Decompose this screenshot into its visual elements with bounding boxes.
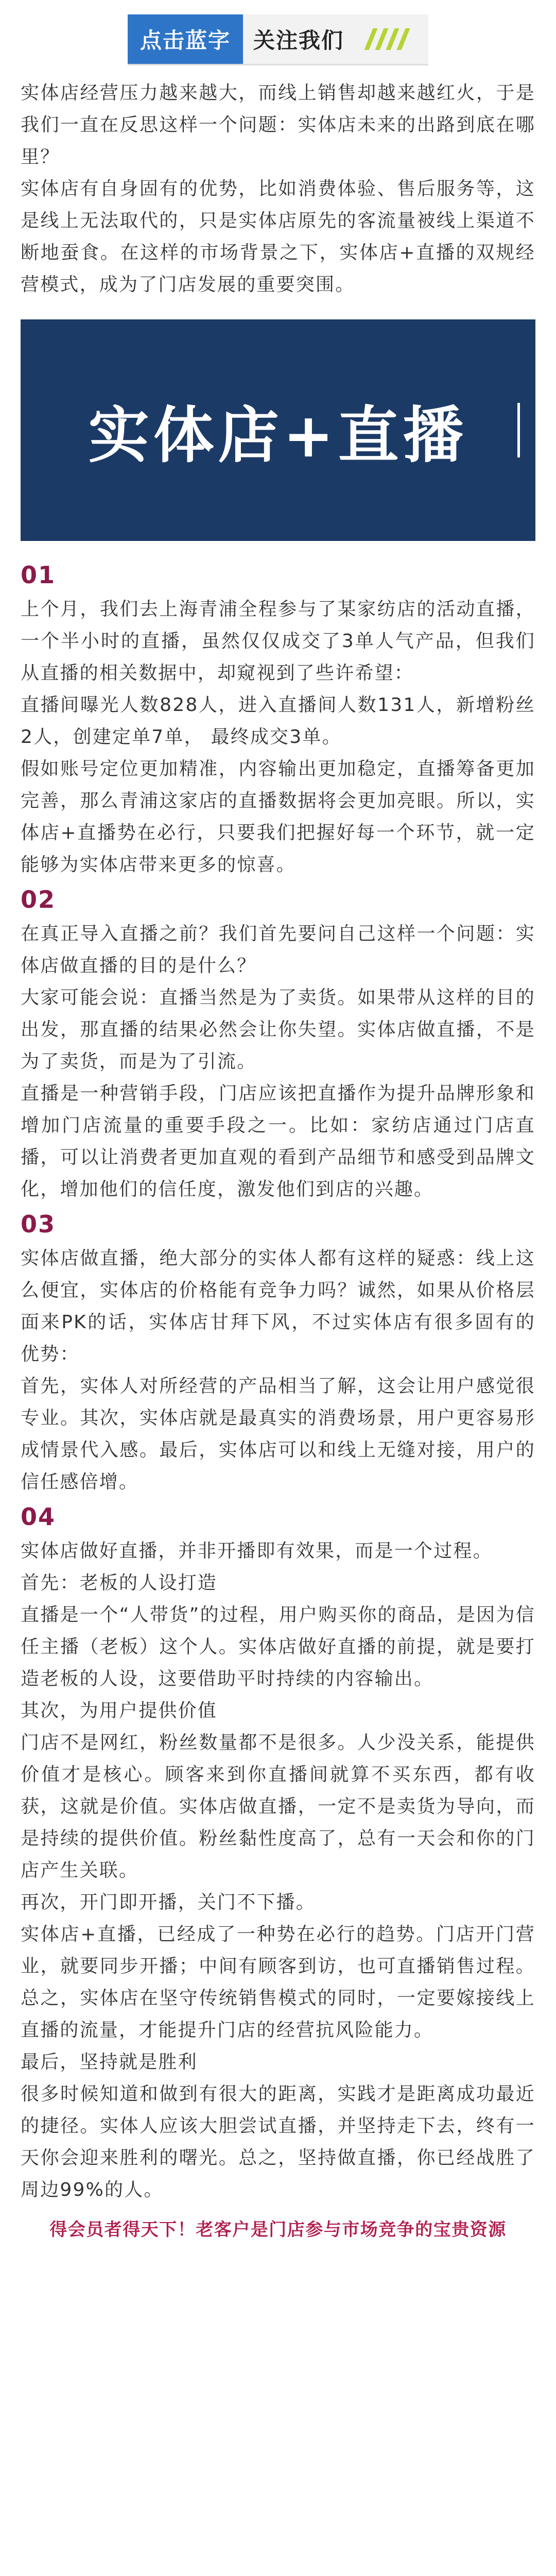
click-blue-text-label[interactable]: 点击蓝字 [128, 14, 243, 64]
section-heading-01: 01 [21, 561, 56, 589]
subheading-paragraph: 最后，坚持就是胜利 [21, 2052, 198, 2073]
follow-us-text: 关注我们 [253, 28, 344, 53]
section-paragraph: 实体店做直播，绝大部分的实体人都有这样的疑惑：线上这么便宜，实体店的价格能有竞争力吗？诚然，如果从价格层面来PK的话，实体店甘拜下风，不过实体店有很多固有的优势： [21, 1248, 535, 1365]
intro-paragraph: 实体店经营压力越来越大，而线上销售却越来越红火，于是我们一直在反思这样一个问题：实体店未来的出路到底在哪里？ [21, 82, 535, 167]
hero-banner-image [21, 319, 535, 541]
footer-slogan: 得会员者得天下！老客户是门店参与市场竞争的宝贵资源 [49, 2219, 507, 2240]
section-paragraph: 门店不是网红，粉丝数量都不是很多。人少没关系，能提供价值才是核心。顾客来到你直播间就算不买东西，都有收获，这就是价值。实体店做直播，一定不是卖货为导向，而是持续的提供价值。粉丝黏性度高了，总有一天会和你的门店产生关联。 [21, 1732, 535, 1881]
section-paragraph: 大家可能会说：直播当然是为了卖货。如果带从这样的目的出发，那直播的结果必然会让你失望。实体店做直播，不是为了卖货，而是为了引流。 [21, 987, 535, 1072]
section-paragraph: 直播间曝光人数828人，进入直播间人数131人，新增粉丝2人，创建定单7单， 最终成交3单。 [21, 694, 535, 748]
section-paragraph: 实体店做好直播，并非开播即有效果，而是一个过程。 [21, 1540, 493, 1562]
stripes-decoration-icon [369, 28, 406, 50]
cursor-bar-icon [517, 403, 520, 457]
banner-divider [128, 64, 428, 65]
follow-banner[interactable] [128, 14, 428, 64]
follow-us-label [243, 14, 428, 64]
section-paragraph: 首先，实体人对所经营的产品相当了解，这会让用户感觉很专业。其次，实体店就是最真实的消费场景，用户更容易形成情景代入感。最后，实体店可以和线上无缝对接，用户的信任感倍增。 [21, 1376, 535, 1493]
section-heading-04: 04 [21, 1503, 56, 1531]
subheading-paragraph: 其次，为用户提供价值 [21, 1700, 218, 1721]
intro-paragraph: 实体店有自身固有的优势，比如消费体验、售后服务等，这是线上无法取代的，只是实体店原先的客流量被线上渠道不断地蚕食。在这样的市场背景之下，实体店+直播的双规经营模式，成为了门店发展的重要突围。 [21, 178, 535, 295]
section-paragraph: 很多时候知道和做到有很大的距离，实践才是距离成功最近的捷径。实体人应该大胆尝试直播，并坚持走下去，终有一天你会迎来胜利的曙光。总之，坚持做直播，你已经战胜了周边99%的人。 [21, 2083, 535, 2200]
section-paragraph: 直播是一个“人带货”的过程，用户购买你的商品，是因为信任主播（老板）这个人。实体店做好直播的前提，就是要打造老板的人设，这要借助平时持续的内容输出。 [21, 1604, 535, 1689]
section-heading-03: 03 [21, 1210, 56, 1238]
subheading-paragraph: 首先：老板的人设打造 [21, 1572, 218, 1594]
article-body [21, 77, 535, 2244]
section-paragraph: 实体店+直播，已经成了一种势在必行的趋势。门店开门营业，就要同步开播；中间有顾客到访，也可直播销售过程。总之，实体店在坚守传统销售模式的同时，一定要嫁接线上直播的流量，才能提升门店的经营抗风险能力。 [21, 1924, 535, 2041]
hero-banner-title: 实体店+直播 [88, 400, 468, 471]
section-heading-02: 02 [21, 886, 56, 913]
section-paragraph: 直播是一种营销手段，门店应该把直播作为提升品牌形象和增加门店流量的重要手段之一。比如：家纺店通过门店直播，可以让消费者更加直观的看到产品细节和感受到品牌文化，增加他们的信任度，激发他们到店的兴趣。 [21, 1083, 535, 1200]
subheading-paragraph: 再次，开门即开播，关门不下播。 [21, 1892, 316, 1913]
section-paragraph: 假如账号定位更加精准，内容输出更加稳定，直播筹备更加完善，那么青浦这家店的直播数据将会更加亮眼。所以，实体店+直播势在必行，只要我们把握好每一个环节，就一定能够为实体店带来更多的惊喜。 [21, 758, 535, 875]
section-paragraph: 上个月，我们去上海青浦全程参与了某家纺店的活动直播，一个半小时的直播，虽然仅仅成交了3单人气产品，但我们从直播的相关数据中，却窥视到了些许希望： [21, 599, 535, 684]
section-paragraph: 在真正导入直播之前？我们首先要问自己这样一个问题：实体店做直播的目的是什么？ [21, 923, 535, 976]
